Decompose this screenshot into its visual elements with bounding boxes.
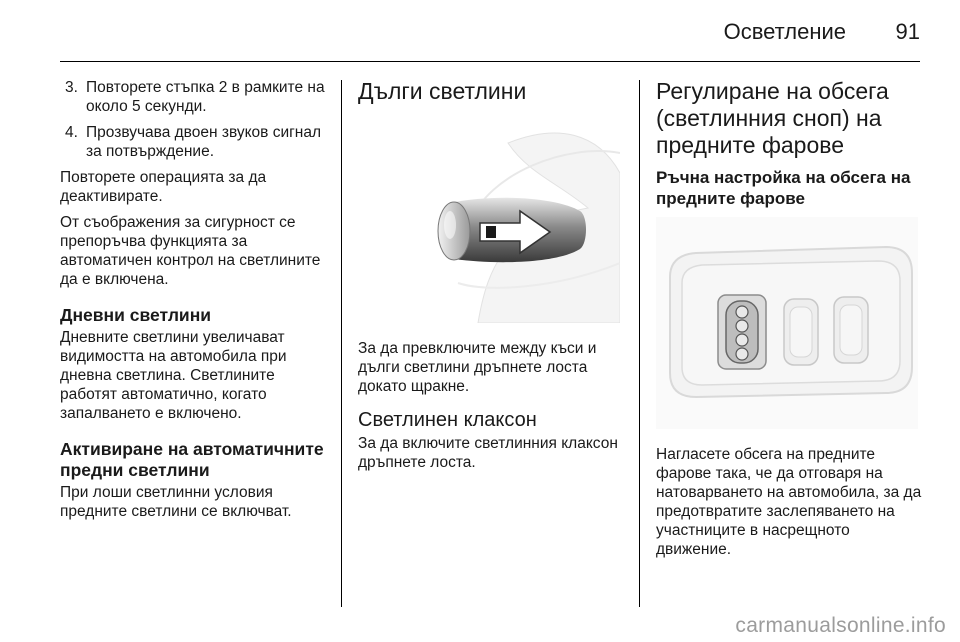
paragraph: При лоши светлинни условия предните светлини се включват.: [60, 484, 292, 520]
watermark: carmanualsonline.info: [735, 614, 946, 637]
page-header-title: Осветление: [723, 19, 846, 44]
subsection-heading: Ръчна настройка на обсега на предните фарове: [656, 168, 911, 208]
section-heading: Регулиране на обсега (светлинния сноп) на предните фарове: [656, 78, 889, 158]
column-3: [656, 78, 926, 566]
list-number: 3.: [65, 79, 78, 96]
paragraph: Повторете операцията за да деактивирате.: [60, 169, 267, 205]
paragraph: За да включите светлинния клаксон дръпнете лоста.: [358, 435, 618, 471]
column-divider-1: [341, 80, 342, 607]
list-item: [60, 123, 330, 161]
headlight-stalk-illustration: [358, 113, 620, 323]
headlight-range-switch-illustration: [656, 217, 918, 429]
paragraph: Нагласете обсега на предните фарове така, че да отговаря на натоварването на автомобила, за да предотвратите заслепяването на участниците в насрещното движение.: [656, 446, 922, 558]
header-rule: [60, 61, 920, 62]
paragraph: От съображения за сигурност се препоръчва функцията за автоматичен контрол на светлините да е включена.: [60, 214, 321, 288]
list-text: Прозвучава двоен звуков сигнал за потвърждение.: [86, 124, 322, 160]
paragraph: За да превключите между къси и дълги светлини дръпнете лоста докато щракне.: [358, 340, 597, 395]
paragraph: Дневните светлини увеличават видимостта на автомобила при дневна светлина. Светлините работят автоматично, когато запалването е включено.: [60, 329, 287, 422]
list-item: [60, 78, 330, 116]
section-heading: Дневни светлини: [60, 305, 212, 325]
headlight-range-figure: [656, 217, 918, 429]
section-heading: Дълги светлини: [358, 78, 527, 104]
column-divider-2: [639, 80, 640, 607]
section-heading: Светлинен клаксон: [358, 409, 537, 431]
page-number: 91: [895, 19, 920, 44]
list-number: 4.: [65, 124, 78, 141]
list-text: Повторете стъпка 2 в рамките на около 5 секунди.: [86, 79, 325, 115]
column-2: [358, 78, 628, 479]
section-heading: Активиране на автоматичните предни светлини: [60, 439, 324, 480]
column-1: [60, 78, 330, 528]
stalk-figure: [358, 113, 620, 323]
